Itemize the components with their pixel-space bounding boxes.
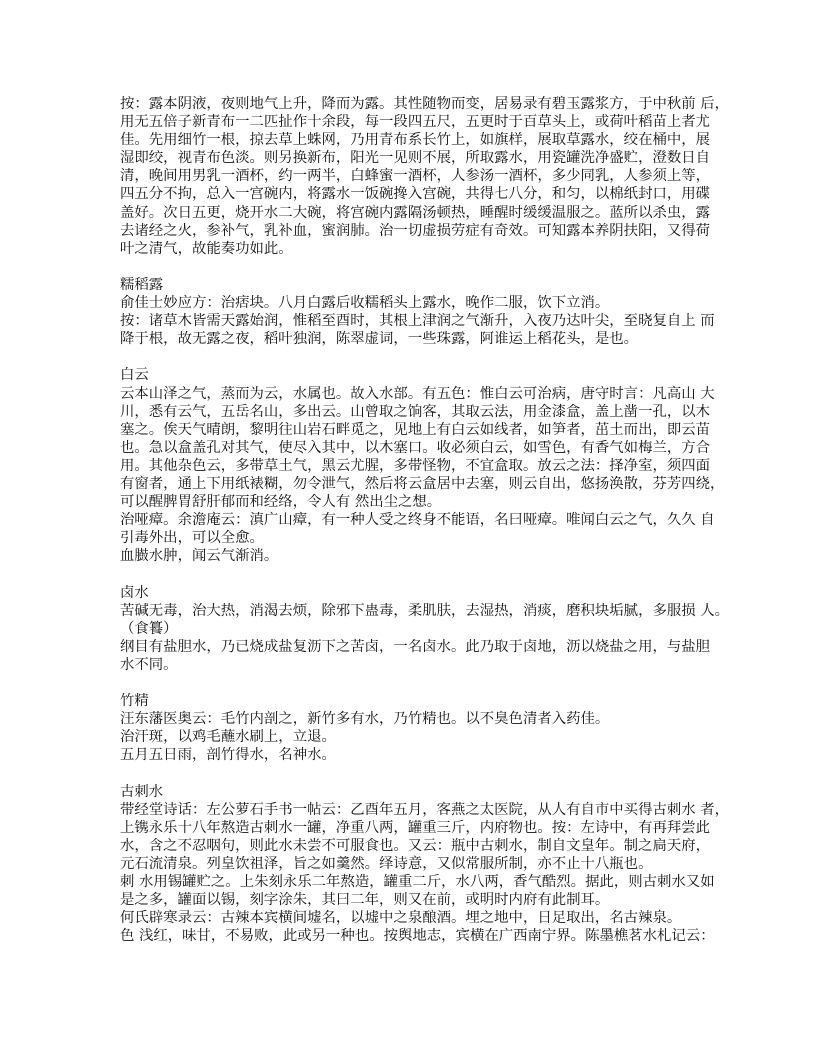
text-line: 五月五日雨，剖竹得水，名神水。	[120, 747, 336, 764]
text-line: 上镌永乐十八年熬造古刺水一罐，净重八两，罐重三斤，内府物也。按：左诗中，有再拜尝此	[120, 819, 711, 836]
document-page	[120, 95, 729, 945]
text-line: 水，含之不忍咽句，则此水未尝不可服食也。又云：瓶中古刺水，制自文皇年。制之扃天府，	[120, 837, 711, 854]
text-line: 俞佳士妙应方：治痞块。八月白露后收糯稻头上露水，晚作二服，饮下立消。	[120, 295, 610, 312]
text-line: 用无五倍子新青布一二匹扯作十余段，每一段四五尺，五更时于百草头上，或荷叶稻苗上者尤	[120, 114, 711, 131]
text-line: 云本山泽之气，蒸而为云，水属也。故入水部。有五色：惟白云可治病，唐守时言：凡高山 大	[120, 385, 715, 402]
text-line: 治汗斑，以鸡毛蘸水刷上，立退。	[120, 729, 336, 746]
section-spacer	[120, 258, 710, 276]
text-line: 盖好。次日五更，烧开水二大碗，将宫碗内露隔汤顿热，睡醒时缓缓温服之。蓝所以杀虫，露	[120, 204, 711, 221]
text-line: 可以醒脾胃舒肝郁而和经络，令人有 然出尘之想。	[120, 494, 442, 511]
text-line: 治哑瘴。余澹庵云：滇广山瘴，有一种人受之终身不能语，名曰哑瘴。唯闻白云之气，久久 自	[120, 512, 715, 529]
text-line: 血臌水肿，闻云气渐消。	[120, 548, 279, 565]
text-line: 佳。先用细竹一根，掠去草上蛛网，乃用青布系长竹上，如旗样，展取草露水，绞在桶中，展	[120, 132, 711, 149]
text-line: 何氏辟寒录云：古辣本宾横间墟名，以墟中之泉酿酒。埋之地中，日足取出，名古辣泉。	[120, 910, 682, 927]
text-line: 湿即绞，视青布色淡。则另换新布，阳光一见则不展，所取露水，用瓷罐洗净盛贮，澄数日自	[120, 150, 711, 167]
text-line: 降于根，故无露之夜，稻叶独润，陈翠虚词，一些珠露，阿谁运上稻花头，是也。	[120, 331, 639, 348]
section-title: 古刺水	[120, 783, 164, 800]
document-section	[120, 783, 729, 946]
text-line: 汪东藩医奥云：毛竹内剖之，新竹多有水，乃竹精也。以不臭色清者入药佳。	[120, 711, 610, 728]
text-line: 去诸经之火，参补气，乳补血，蜜润肺。治一切虚损劳症有奇效。可知露本养阴扶阳，又得荷	[120, 222, 711, 239]
text-line: 引毒外出，可以全愈。	[120, 530, 264, 547]
text-line: 塞之。俟天气晴朗，黎明往山岩石畔觅之，见地上有白云如线者，如笋者，茁土而出，即云苗	[120, 421, 711, 438]
text-line: 按：露本阴液，夜则地气上升，降而为露。其性随物而变，居易录有碧玉露浆方，于中秋前 后，	[120, 96, 729, 112]
text-line: 清，晚间用男乳一酒杯，约一两半，白蜂蜜一酒杯，人参汤一酒杯，多少同乳，人参须上等，	[120, 168, 711, 185]
text-line: 刺 水用锡罐贮之。上朱刻永乐二年熬造，罐重二斤，水八两，香气酷烈。据此，则古刺水又如	[120, 874, 715, 891]
section-title: 糯稻露	[120, 276, 164, 293]
section-spacer	[120, 348, 710, 366]
text-line: 纲目有盐胆水，乃已烧成盐复沥下之苦卤，一名卤水。此乃取于卤地，沥以烧盐之用，与盐胆	[120, 638, 711, 655]
text-line: 是之多，罐面以锡，刻字涂朱，其曰二年，则又在前，或明时内府有此制耳。	[120, 892, 610, 909]
section-spacer	[120, 764, 710, 782]
document-section	[120, 692, 710, 764]
text-line: 有窗者，通上下用纸裱糊，勿令泄气，然后将云盒居中去塞，则云自出，悠扬涣散，芬芳四绕，	[120, 475, 725, 492]
section-title: 竹精	[120, 693, 149, 710]
text-line: 也。急以盒盖孔对其气，使尽入其中，以木塞口。收必须白云，如雪色，有香气如梅兰，方合	[120, 439, 711, 456]
text-line: 川，悉有云气，五岳名山，多出云。山曾取之饷客，其取云法，用金漆盒，盖上凿一孔，以木	[120, 403, 711, 420]
document-section	[120, 584, 729, 674]
document-section	[120, 95, 729, 258]
document-section	[120, 276, 715, 348]
text-line: （食籑）	[120, 620, 178, 637]
section-title: 卤水	[120, 584, 149, 601]
text-line: 用。其他杂色云，多带草土气，黑云尤腥，多带怪物，不宜盒取。放云之法：择净室，须四面	[120, 457, 711, 474]
section-spacer	[120, 674, 710, 692]
section-spacer	[120, 565, 710, 583]
text-line: 水不同。	[120, 656, 178, 673]
text-line: 叶之清气，故能奏功如此。	[120, 240, 293, 257]
text-line: 按：诸草木皆需天露始润，惟稻至酉时，其根上津润之气渐升，入夜乃达叶尖，至晓复自上 而	[120, 313, 715, 330]
text-line: 四五分不拘，总入一宫碗内，将露水一饭碗搀入宫碗，共得七八分，和匀，以棉纸封口，用碟	[120, 186, 711, 203]
section-title: 白云	[120, 367, 149, 384]
text-line: 元石流清泉。列皇饮祖泽，旨之如羹然。绎诗意，又似常服所制，亦不止十八瓶也。	[120, 855, 653, 872]
text-line: 苦碱无毒，治大热，消渴去烦，除邪下蛊毒，柔肌肤，去湿热，消痰，磨积块垢腻，多服损 人。	[120, 602, 729, 619]
text-line: 带经堂诗话：左公萝石手书一帖云：乙酉年五月，客燕之太医院，从人有自市中买得古刺水 者，	[120, 801, 729, 818]
document-section	[120, 366, 725, 565]
text-line: 色 浅红，味甘，不易败，此或另一种也。按舆地志，宾横在广西南宁界。陈墨樵茗水札记云：	[120, 928, 715, 945]
